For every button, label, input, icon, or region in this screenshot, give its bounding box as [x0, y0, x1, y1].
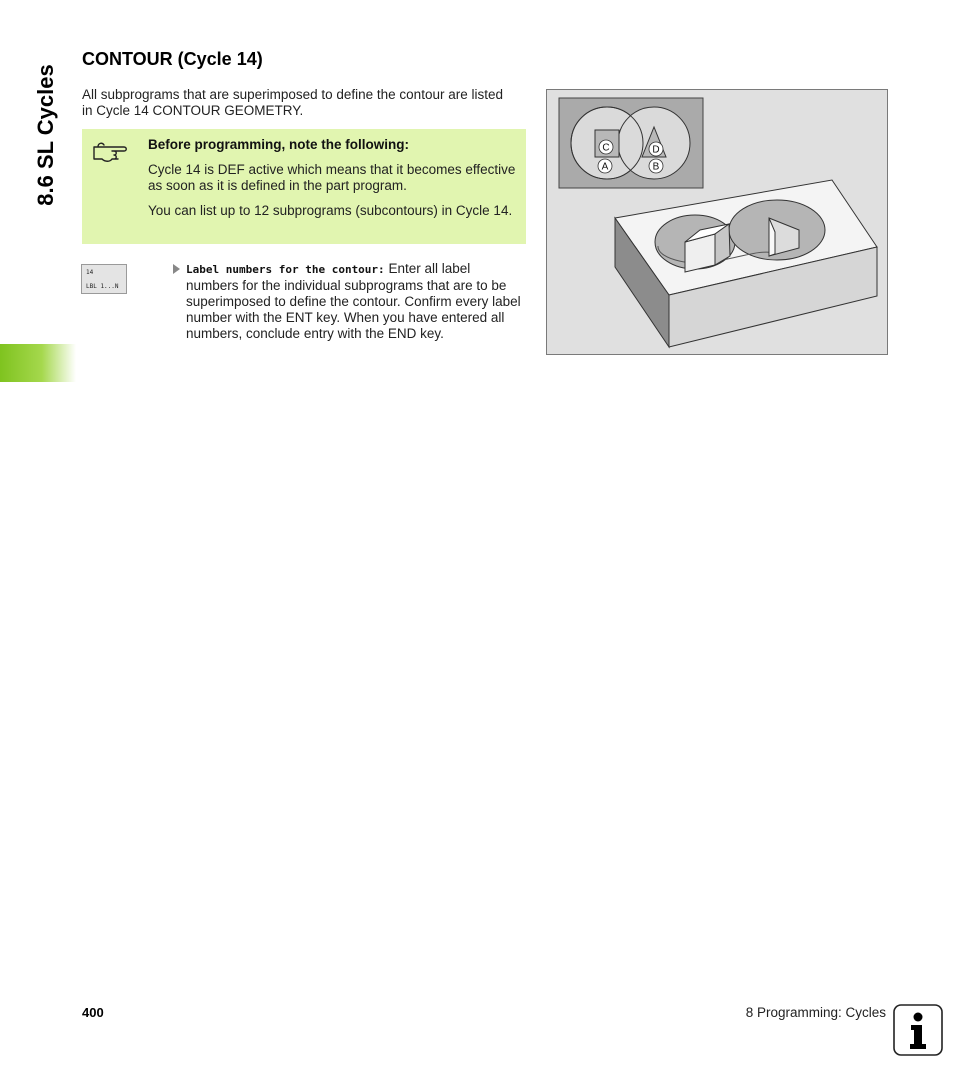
- label-d-marker: [649, 142, 663, 156]
- info-icon: [893, 1004, 943, 1056]
- label-a-marker: [598, 159, 612, 173]
- label-b-marker: [649, 159, 663, 173]
- parameter-text: Enter all label numbers for the individual subprograms that are to be superimposed to define the contour. Confirm every label number with the ENT key. When you have entered all numbers, conclude entry with the END key.: [186, 261, 521, 341]
- pointing-hand-icon: [92, 139, 128, 165]
- note-paragraph: You can list up to 12 subprograms (subcontours) in Cycle 14.: [148, 203, 513, 218]
- chapter-section-title: 8.6 SL Cycles: [33, 64, 58, 206]
- chapter-footer-label: 8 Programming: Cycles: [745, 1005, 886, 1020]
- note-paragraph: Cycle 14 is DEF active which means that it becomes effective as soon as it is defined in the part program.: [148, 162, 516, 193]
- label-a: A: [601, 161, 609, 173]
- parameter-name: Label numbers for the contour:: [186, 263, 385, 276]
- chapter-tab-marker: [0, 344, 76, 382]
- parameter-description: [186, 261, 526, 342]
- cycle-14-softkey[interactable]: [81, 264, 127, 294]
- label-b: B: [652, 161, 660, 173]
- note-title: Before programming, note the following:: [148, 137, 409, 152]
- label-c: C: [602, 142, 610, 154]
- softkey-label-line1: 14: [86, 269, 94, 276]
- bullet-arrow-icon: [173, 264, 180, 274]
- section-heading: CONTOUR (Cycle 14): [82, 49, 263, 69]
- label-c-marker: [599, 140, 613, 154]
- softkey-label-line2: LBL 1...N: [86, 283, 119, 290]
- contour-illustration: [546, 89, 888, 355]
- label-d: D: [652, 144, 660, 156]
- note-box: [82, 129, 526, 244]
- intro-paragraph: All subprograms that are superimposed to define the contour are listed in Cycle 14 CONTOUR GEOMETRY.: [82, 87, 503, 118]
- contour-figure-svg: [547, 90, 887, 354]
- page-number: 400: [82, 1005, 104, 1020]
